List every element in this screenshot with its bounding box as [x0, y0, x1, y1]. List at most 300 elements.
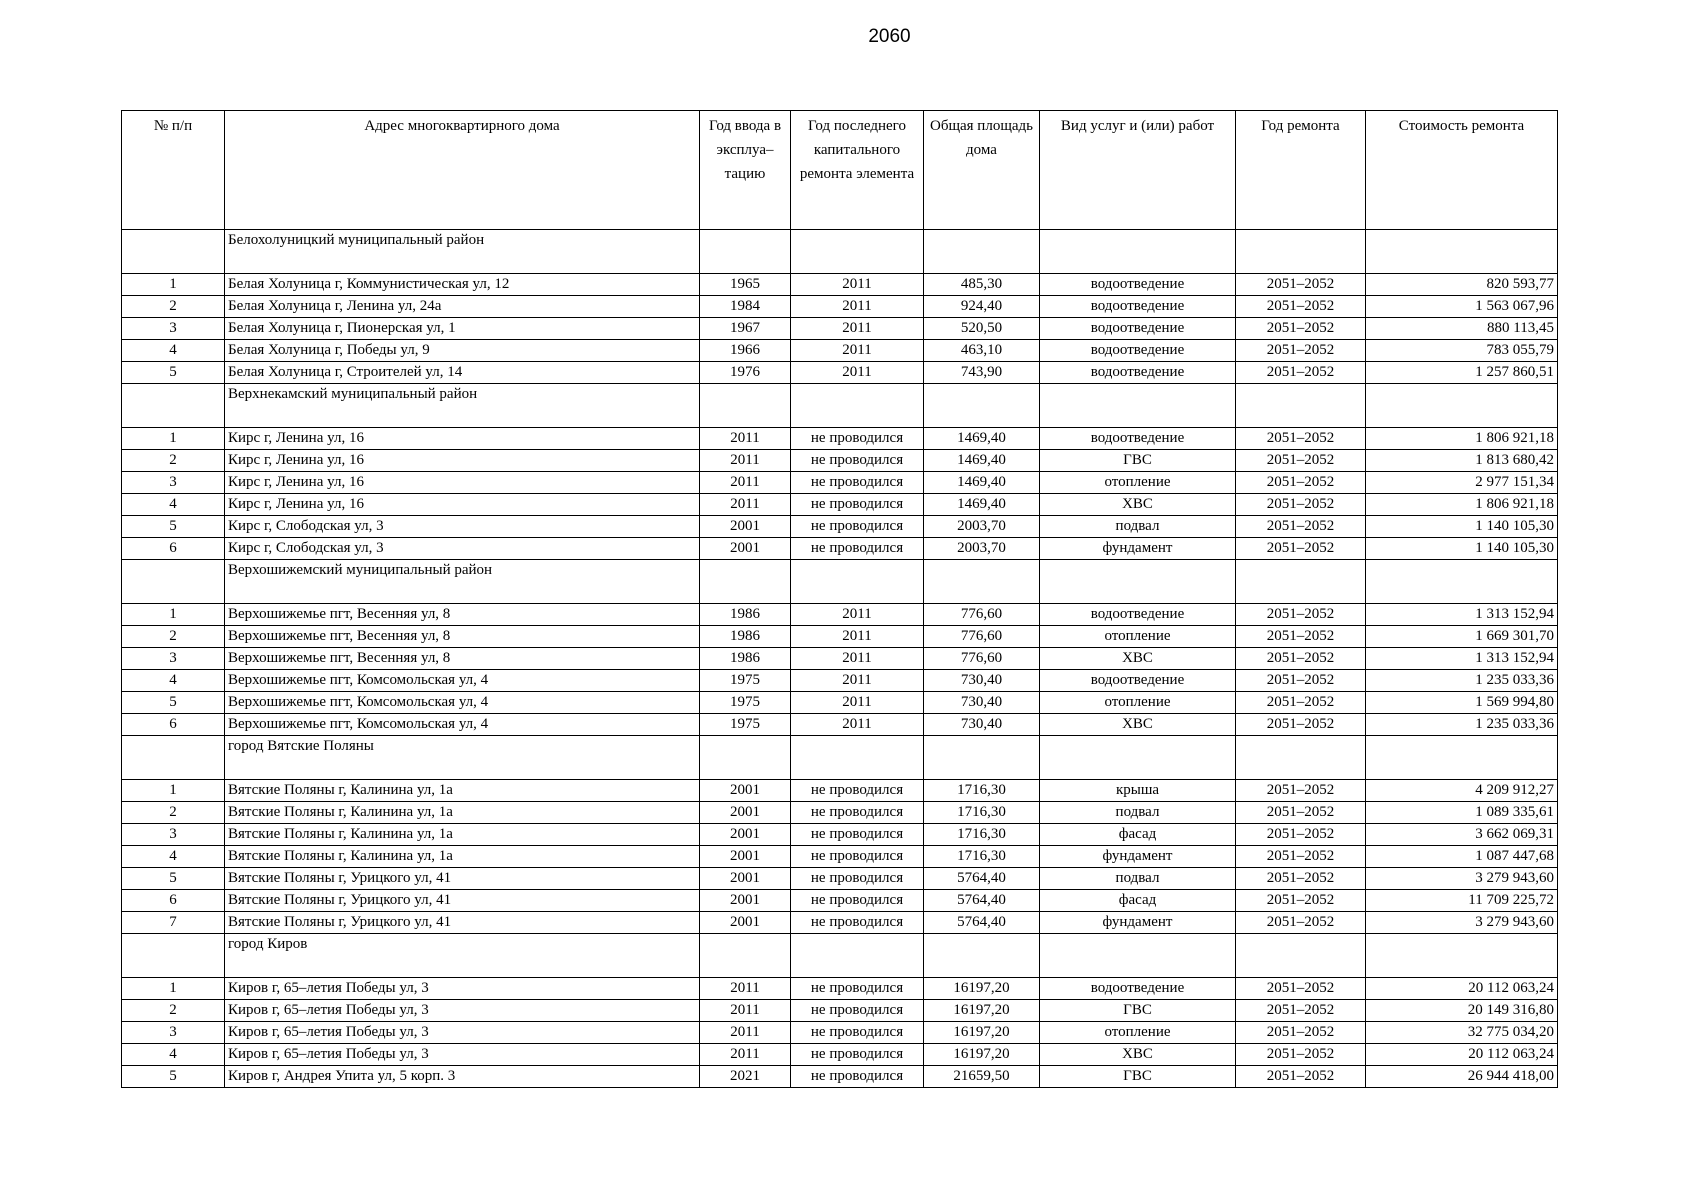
cell-area: 730,40 [924, 670, 1040, 692]
cell-num: 1 [122, 604, 225, 626]
cell-num: 7 [122, 912, 225, 934]
cell-last-repair: не проводился [791, 912, 924, 934]
cell-work-type: водоотведение [1040, 978, 1236, 1000]
cell-num: 4 [122, 670, 225, 692]
cell-area: 5764,40 [924, 868, 1040, 890]
empty-cell [700, 934, 791, 978]
cell-last-repair: 2011 [791, 274, 924, 296]
header-num: № п/п [122, 111, 225, 230]
empty-cell [1236, 934, 1366, 978]
cell-cost: 20 149 316,80 [1366, 1000, 1558, 1022]
cell-work-type: фундамент [1040, 846, 1236, 868]
cell-year-built: 1975 [700, 670, 791, 692]
cell-address: Кирс г, Ленина ул, 16 [225, 450, 700, 472]
district-row [122, 384, 1558, 428]
cell-area: 1716,30 [924, 824, 1040, 846]
cell-work-type: ХВС [1040, 494, 1236, 516]
cell-year-built: 1965 [700, 274, 791, 296]
cell-repair-period: 2051–2052 [1236, 538, 1366, 560]
cell-last-repair: 2011 [791, 648, 924, 670]
cell-repair-period: 2051–2052 [1236, 670, 1366, 692]
cell-address: Верхошижемье пгт, Комсомольская ул, 4 [225, 714, 700, 736]
cell-cost: 1 806 921,18 [1366, 428, 1558, 450]
cell-area: 5764,40 [924, 912, 1040, 934]
cell-cost: 1 257 860,51 [1366, 362, 1558, 384]
empty-cell [1366, 230, 1558, 274]
cell-year-built: 1966 [700, 340, 791, 362]
cell-work-type: фундамент [1040, 538, 1236, 560]
cell-last-repair: не проводился [791, 824, 924, 846]
cell-area: 1716,30 [924, 802, 1040, 824]
cell-area: 16197,20 [924, 978, 1040, 1000]
cell-area: 21659,50 [924, 1066, 1040, 1088]
table-row [122, 846, 1558, 868]
table-row [122, 604, 1558, 626]
cell-repair-period: 2051–2052 [1236, 296, 1366, 318]
cell-address: Киров г, 65–летия Победы ул, 3 [225, 1044, 700, 1066]
cell-year-built: 1986 [700, 626, 791, 648]
cell-address: Киров г, Андрея Упита ул, 5 корп. 3 [225, 1066, 700, 1088]
header-work-type: Вид услуг и (или) работ [1040, 111, 1236, 230]
cell-repair-period: 2051–2052 [1236, 362, 1366, 384]
table-row [122, 692, 1558, 714]
empty-cell [1366, 934, 1558, 978]
cell-repair-period: 2051–2052 [1236, 1000, 1366, 1022]
cell-last-repair: 2011 [791, 296, 924, 318]
cell-last-repair: не проводился [791, 516, 924, 538]
cell-work-type: ХВС [1040, 1044, 1236, 1066]
cell-year-built: 1984 [700, 296, 791, 318]
cell-num: 2 [122, 1000, 225, 1022]
cell-address: Вятские Поляны г, Калинина ул, 1а [225, 846, 700, 868]
empty-cell [1366, 560, 1558, 604]
cell-work-type: водоотведение [1040, 670, 1236, 692]
table-row [122, 1022, 1558, 1044]
repair-register-table [121, 110, 1558, 1088]
cell-work-type: подвал [1040, 868, 1236, 890]
cell-num: 4 [122, 494, 225, 516]
cell-cost: 1 569 994,80 [1366, 692, 1558, 714]
cell-cost: 26 944 418,00 [1366, 1066, 1558, 1088]
cell-year-built: 2021 [700, 1066, 791, 1088]
header-address: Адрес многоквартирного дома [225, 111, 700, 230]
cell-year-built: 2011 [700, 1044, 791, 1066]
empty-cell [1366, 736, 1558, 780]
cell-last-repair: не проводился [791, 1000, 924, 1022]
cell-address: Верхошижемье пгт, Весенняя ул, 8 [225, 648, 700, 670]
cell-num: 4 [122, 846, 225, 868]
cell-address: Белая Холуница г, Ленина ул, 24а [225, 296, 700, 318]
cell-work-type: ГВС [1040, 1066, 1236, 1088]
cell-cost: 1 806 921,18 [1366, 494, 1558, 516]
cell-last-repair: не проводился [791, 802, 924, 824]
district-name: город Киров [225, 934, 700, 978]
empty-cell [1040, 230, 1236, 274]
cell-area: 776,60 [924, 626, 1040, 648]
cell-year-built: 2001 [700, 802, 791, 824]
cell-last-repair: не проводился [791, 868, 924, 890]
cell-area: 1716,30 [924, 780, 1040, 802]
table-row [122, 318, 1558, 340]
cell-num: 1 [122, 978, 225, 1000]
cell-num: 4 [122, 1044, 225, 1066]
cell-work-type: отопление [1040, 1022, 1236, 1044]
cell-address: Белая Холуница г, Строителей ул, 14 [225, 362, 700, 384]
table-row [122, 274, 1558, 296]
cell-area: 463,10 [924, 340, 1040, 362]
cell-area: 743,90 [924, 362, 1040, 384]
cell-repair-period: 2051–2052 [1236, 648, 1366, 670]
table-row [122, 890, 1558, 912]
table-row [122, 428, 1558, 450]
cell-year-built: 2001 [700, 780, 791, 802]
cell-repair-period: 2051–2052 [1236, 516, 1366, 538]
empty-cell [1366, 384, 1558, 428]
cell-repair-period: 2051–2052 [1236, 604, 1366, 626]
cell-area: 16197,20 [924, 1022, 1040, 1044]
cell-repair-period: 2051–2052 [1236, 626, 1366, 648]
cell-address: Верхошижемье пгт, Комсомольская ул, 4 [225, 692, 700, 714]
cell-year-built: 1976 [700, 362, 791, 384]
cell-repair-period: 2051–2052 [1236, 780, 1366, 802]
header-repair-period: Год ремонта [1236, 111, 1366, 230]
table-row [122, 648, 1558, 670]
table-row [122, 670, 1558, 692]
cell-year-built: 2001 [700, 912, 791, 934]
cell-repair-period: 2051–2052 [1236, 318, 1366, 340]
cell-last-repair: 2011 [791, 340, 924, 362]
cell-num: 2 [122, 626, 225, 648]
empty-cell [1236, 230, 1366, 274]
cell-num: 1 [122, 780, 225, 802]
empty-cell [1236, 736, 1366, 780]
cell-last-repair: не проводился [791, 846, 924, 868]
cell-work-type: фасад [1040, 890, 1236, 912]
page-number: 2060 [868, 26, 911, 47]
cell-num: 2 [122, 296, 225, 318]
cell-year-built: 1986 [700, 604, 791, 626]
cell-address: Вятские Поляны г, Калинина ул, 1а [225, 802, 700, 824]
cell-address: Кирс г, Ленина ул, 16 [225, 494, 700, 516]
cell-work-type: ХВС [1040, 648, 1236, 670]
cell-cost: 1 089 335,61 [1366, 802, 1558, 824]
empty-cell [924, 736, 1040, 780]
cell-year-built: 1967 [700, 318, 791, 340]
cell-area: 730,40 [924, 714, 1040, 736]
cell-repair-period: 2051–2052 [1236, 340, 1366, 362]
cell-last-repair: не проводился [791, 1066, 924, 1088]
header-last-repair: Год последнего капитального ремонта элемента [791, 111, 924, 230]
cell-address: Вятские Поляны г, Калинина ул, 1а [225, 780, 700, 802]
empty-cell [122, 230, 225, 274]
cell-area: 776,60 [924, 648, 1040, 670]
cell-last-repair: 2011 [791, 626, 924, 648]
cell-address: Белая Холуница г, Пионерская ул, 1 [225, 318, 700, 340]
cell-cost: 1 235 033,36 [1366, 714, 1558, 736]
cell-area: 1716,30 [924, 846, 1040, 868]
cell-last-repair: 2011 [791, 604, 924, 626]
cell-cost: 1 087 447,68 [1366, 846, 1558, 868]
empty-cell [122, 736, 225, 780]
cell-work-type: водоотведение [1040, 318, 1236, 340]
cell-address: Киров г, 65–летия Победы ул, 3 [225, 1022, 700, 1044]
cell-repair-period: 2051–2052 [1236, 494, 1366, 516]
cell-num: 4 [122, 340, 225, 362]
cell-address: Кирс г, Слободская ул, 3 [225, 516, 700, 538]
table-row [122, 538, 1558, 560]
cell-year-built: 2011 [700, 978, 791, 1000]
cell-repair-period: 2051–2052 [1236, 868, 1366, 890]
cell-year-built: 2001 [700, 890, 791, 912]
cell-area: 1469,40 [924, 472, 1040, 494]
cell-repair-period: 2051–2052 [1236, 692, 1366, 714]
cell-area: 485,30 [924, 274, 1040, 296]
cell-cost: 2 977 151,34 [1366, 472, 1558, 494]
cell-cost: 20 112 063,24 [1366, 978, 1558, 1000]
table-row [122, 824, 1558, 846]
cell-repair-period: 2051–2052 [1236, 274, 1366, 296]
cell-last-repair: не проводился [791, 450, 924, 472]
cell-num: 5 [122, 868, 225, 890]
cell-address: Кирс г, Ленина ул, 16 [225, 428, 700, 450]
cell-repair-period: 2051–2052 [1236, 472, 1366, 494]
cell-work-type: ГВС [1040, 1000, 1236, 1022]
empty-cell [924, 384, 1040, 428]
district-row [122, 560, 1558, 604]
cell-last-repair: не проводился [791, 780, 924, 802]
cell-cost: 3 662 069,31 [1366, 824, 1558, 846]
cell-last-repair: не проводился [791, 494, 924, 516]
cell-year-built: 2001 [700, 824, 791, 846]
cell-last-repair: 2011 [791, 318, 924, 340]
cell-area: 924,40 [924, 296, 1040, 318]
cell-address: Киров г, 65–летия Победы ул, 3 [225, 978, 700, 1000]
empty-cell [1040, 934, 1236, 978]
cell-repair-period: 2051–2052 [1236, 1066, 1366, 1088]
cell-num: 5 [122, 516, 225, 538]
cell-year-built: 2011 [700, 1022, 791, 1044]
cell-area: 16197,20 [924, 1000, 1040, 1022]
header-cost: Стоимость ремонта [1366, 111, 1558, 230]
cell-repair-period: 2051–2052 [1236, 1022, 1366, 1044]
district-row [122, 230, 1558, 274]
cell-address: Верхошижемье пгт, Весенняя ул, 8 [225, 626, 700, 648]
cell-num: 6 [122, 714, 225, 736]
cell-year-built: 2011 [700, 428, 791, 450]
cell-repair-period: 2051–2052 [1236, 890, 1366, 912]
empty-cell [791, 934, 924, 978]
empty-cell [1236, 384, 1366, 428]
empty-cell [791, 560, 924, 604]
empty-cell [700, 736, 791, 780]
cell-cost: 880 113,45 [1366, 318, 1558, 340]
table-row [122, 1044, 1558, 1066]
cell-year-built: 2001 [700, 516, 791, 538]
district-name: Белохолуницкий муниципальный район [225, 230, 700, 274]
cell-num: 5 [122, 1066, 225, 1088]
district-name: Верхнекамский муниципальный район [225, 384, 700, 428]
empty-cell [122, 560, 225, 604]
cell-cost: 1 813 680,42 [1366, 450, 1558, 472]
cell-work-type: водоотведение [1040, 362, 1236, 384]
cell-area: 5764,40 [924, 890, 1040, 912]
cell-year-built: 1986 [700, 648, 791, 670]
cell-cost: 1 235 033,36 [1366, 670, 1558, 692]
cell-cost: 820 593,77 [1366, 274, 1558, 296]
empty-cell [700, 384, 791, 428]
cell-repair-period: 2051–2052 [1236, 802, 1366, 824]
cell-cost: 3 279 943,60 [1366, 912, 1558, 934]
cell-year-built: 1975 [700, 714, 791, 736]
cell-num: 3 [122, 318, 225, 340]
cell-last-repair: не проводился [791, 428, 924, 450]
cell-work-type: фундамент [1040, 912, 1236, 934]
cell-address: Белая Холуница г, Коммунистическая ул, 12 [225, 274, 700, 296]
empty-cell [791, 230, 924, 274]
cell-repair-period: 2051–2052 [1236, 428, 1366, 450]
cell-repair-period: 2051–2052 [1236, 1044, 1366, 1066]
cell-year-built: 2011 [700, 1000, 791, 1022]
cell-cost: 1 313 152,94 [1366, 604, 1558, 626]
cell-num: 6 [122, 890, 225, 912]
cell-area: 2003,70 [924, 538, 1040, 560]
cell-year-built: 2001 [700, 538, 791, 560]
header-area: Общая площадь дома [924, 111, 1040, 230]
cell-address: Кирс г, Ленина ул, 16 [225, 472, 700, 494]
cell-work-type: подвал [1040, 516, 1236, 538]
table-row [122, 340, 1558, 362]
empty-cell [122, 384, 225, 428]
cell-num: 3 [122, 824, 225, 846]
cell-last-repair: не проводился [791, 890, 924, 912]
cell-area: 520,50 [924, 318, 1040, 340]
empty-cell [791, 384, 924, 428]
cell-address: Вятские Поляны г, Урицкого ул, 41 [225, 868, 700, 890]
cell-num: 6 [122, 538, 225, 560]
cell-cost: 783 055,79 [1366, 340, 1558, 362]
table-row [122, 494, 1558, 516]
cell-area: 776,60 [924, 604, 1040, 626]
cell-num: 5 [122, 692, 225, 714]
cell-address: Вятские Поляны г, Калинина ул, 1а [225, 824, 700, 846]
table-row [122, 1066, 1558, 1088]
header-row [122, 111, 1558, 230]
cell-cost: 1 669 301,70 [1366, 626, 1558, 648]
empty-cell [1040, 560, 1236, 604]
cell-work-type: ГВС [1040, 450, 1236, 472]
cell-work-type: отопление [1040, 692, 1236, 714]
cell-work-type: подвал [1040, 802, 1236, 824]
cell-area: 730,40 [924, 692, 1040, 714]
cell-repair-period: 2051–2052 [1236, 450, 1366, 472]
cell-repair-period: 2051–2052 [1236, 912, 1366, 934]
table-row [122, 450, 1558, 472]
cell-last-repair: 2011 [791, 670, 924, 692]
cell-year-built: 2001 [700, 868, 791, 890]
cell-last-repair: не проводился [791, 1022, 924, 1044]
cell-address: Верхошижемье пгт, Комсомольская ул, 4 [225, 670, 700, 692]
table-row [122, 296, 1558, 318]
table-row [122, 868, 1558, 890]
cell-work-type: крыша [1040, 780, 1236, 802]
table-row [122, 472, 1558, 494]
cell-year-built: 2011 [700, 472, 791, 494]
table-row [122, 626, 1558, 648]
empty-cell [924, 934, 1040, 978]
cell-year-built: 2001 [700, 846, 791, 868]
empty-cell [1040, 384, 1236, 428]
cell-repair-period: 2051–2052 [1236, 978, 1366, 1000]
cell-cost: 11 709 225,72 [1366, 890, 1558, 912]
cell-work-type: водоотведение [1040, 428, 1236, 450]
cell-work-type: ХВС [1040, 714, 1236, 736]
cell-area: 2003,70 [924, 516, 1040, 538]
district-name: город Вятские Поляны [225, 736, 700, 780]
cell-last-repair: 2011 [791, 362, 924, 384]
empty-cell [924, 560, 1040, 604]
table-row [122, 978, 1558, 1000]
empty-cell [700, 230, 791, 274]
header-year-built: Год ввода в эксплуа–тацию [700, 111, 791, 230]
cell-work-type: водоотведение [1040, 340, 1236, 362]
cell-area: 1469,40 [924, 494, 1040, 516]
cell-num: 3 [122, 648, 225, 670]
cell-num: 3 [122, 1022, 225, 1044]
cell-num: 3 [122, 472, 225, 494]
table-row [122, 780, 1558, 802]
cell-work-type: отопление [1040, 626, 1236, 648]
cell-cost: 1 140 105,30 [1366, 538, 1558, 560]
cell-work-type: водоотведение [1040, 604, 1236, 626]
cell-area: 1469,40 [924, 450, 1040, 472]
cell-work-type: водоотведение [1040, 296, 1236, 318]
table-row [122, 362, 1558, 384]
cell-work-type: фасад [1040, 824, 1236, 846]
cell-repair-period: 2051–2052 [1236, 846, 1366, 868]
district-row [122, 736, 1558, 780]
cell-cost: 1 563 067,96 [1366, 296, 1558, 318]
cell-area: 1469,40 [924, 428, 1040, 450]
cell-num: 2 [122, 450, 225, 472]
cell-address: Вятские Поляны г, Урицкого ул, 41 [225, 890, 700, 912]
cell-year-built: 2011 [700, 494, 791, 516]
cell-work-type: водоотведение [1040, 274, 1236, 296]
district-name: Верхошижемский муниципальный район [225, 560, 700, 604]
empty-cell [122, 934, 225, 978]
table-row [122, 1000, 1558, 1022]
cell-year-built: 2011 [700, 450, 791, 472]
cell-num: 1 [122, 428, 225, 450]
cell-last-repair: не проводился [791, 978, 924, 1000]
cell-address: Вятские Поляны г, Урицкого ул, 41 [225, 912, 700, 934]
table-row [122, 516, 1558, 538]
cell-area: 16197,20 [924, 1044, 1040, 1066]
empty-cell [1040, 736, 1236, 780]
cell-repair-period: 2051–2052 [1236, 824, 1366, 846]
table-header [122, 111, 1558, 230]
cell-num: 5 [122, 362, 225, 384]
cell-cost: 4 209 912,27 [1366, 780, 1558, 802]
table-body [122, 230, 1558, 1088]
empty-cell [1236, 560, 1366, 604]
cell-last-repair: не проводился [791, 1044, 924, 1066]
cell-last-repair: не проводился [791, 538, 924, 560]
cell-address: Киров г, 65–летия Победы ул, 3 [225, 1000, 700, 1022]
cell-last-repair: 2011 [791, 692, 924, 714]
cell-cost: 32 775 034,20 [1366, 1022, 1558, 1044]
table-row [122, 802, 1558, 824]
cell-last-repair: 2011 [791, 714, 924, 736]
